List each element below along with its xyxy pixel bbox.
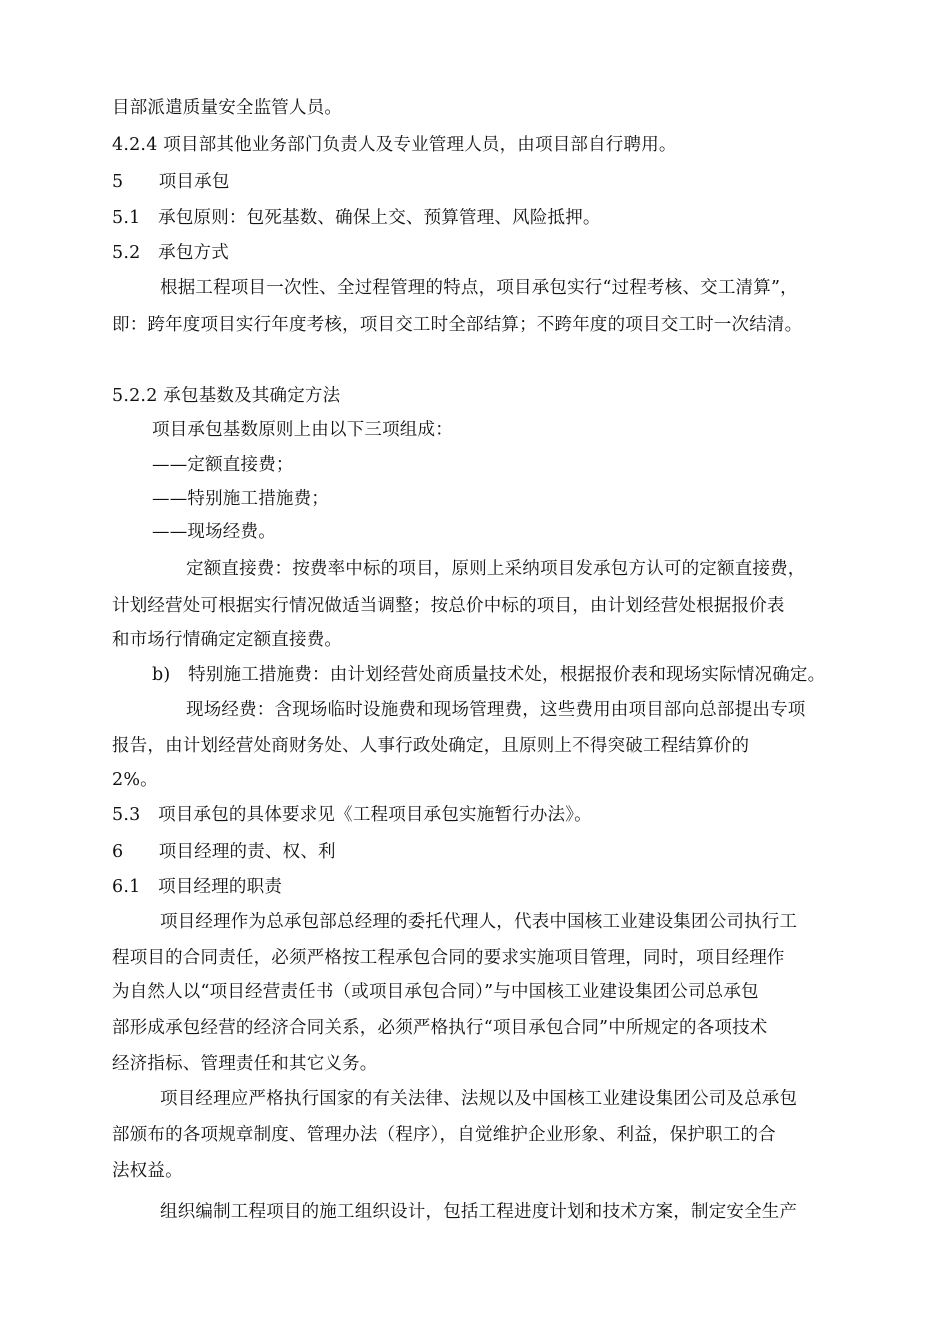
text-line: 即：跨年度项目实行年度考核，项目交工时全部结算；不跨年度的项目交工时一次结清。 [112,315,803,335]
text-line: 报告，由计划经营处商财务处、人事行政处确定，且原则上不得突破工程结算价的 [112,736,750,756]
text-line: 现场经费：含现场临时设施费和现场管理费，这些费用由项目部向总部提出专项 [186,700,806,720]
list-item: ——现场经费。 [152,522,276,542]
text-line: 项目经理作为总承包部总经理的委托代理人，代表中国核工业建设集团公司执行工 [160,912,798,932]
section-heading: 6.1 项目经理的职责 [112,877,283,897]
text-line: 法权益。 [112,1161,183,1181]
text-line: 项目承包基数原则上由以下三项组成： [152,420,453,440]
text-line: 为自然人以“项目经营责任书（或项目承包合同）”与中国核工业建设集团公司总承包 [112,982,759,1002]
list-item: ——定额直接费； [152,455,294,475]
text-line: 部形成承包经营的经济合同关系，必须严格执行“项目承包合同”中所规定的各项技术 [112,1018,768,1038]
section-heading: 6 项目经理的责、权、利 [112,842,336,862]
text-line: 部颁布的各项规章制度、管理办法（程序），自觉维护企业形象、利益，保护职工的合 [112,1125,776,1145]
text-line: 程项目的合同责任，必须严格按工程承包合同的要求实施项目管理，同时，项目经理作 [112,948,785,968]
text-line: 定额直接费：按费率中标的项目，原则上采纳项目发承包方认可的定额直接费， [186,559,806,579]
text-line: 根据工程项目一次性、全过程管理的特点，项目承包实行“过程考核、交工清算”， [160,278,798,298]
text-line: 组织编制工程项目的施工组织设计，包括工程进度计划和技术方案，制定安全生产 [160,1202,798,1222]
text-line: 经济指标、管理责任和其它义务。 [112,1054,378,1074]
text-line: 和市场行情确定定额直接费。 [112,630,343,650]
section-heading: 5.1 承包原则：包死基数、确保上交、预算管理、风险抵押。 [112,208,601,228]
text-line: 目部派遣质量安全监管人员。 [112,98,343,118]
section-heading: 5.2.2 承包基数及其确定方法 [112,386,341,406]
list-item: b) 特别施工措施费：由计划经营处商质量技术处，根据报价表和现场实际情况确定。 [152,665,826,685]
list-item: ——特别施工措施费； [152,489,329,509]
text-line: 计划经营处可根据实行情况做适当调整；按总价中标的项目，由计划经营处根据报价表 [112,596,785,616]
section-heading: 4.2.4 项目部其他业务部门负责人及专业管理人员，由项目部自行聘用。 [112,135,677,155]
text-line: 项目经理应严格执行国家的有关法律、法规以及中国核工业建设集团公司及总承包 [160,1089,798,1109]
section-heading: 5 项目承包 [112,172,230,192]
section-heading: 5.2 承包方式 [112,243,229,263]
text-line: 2%。 [112,770,158,790]
section-heading: 5.3 项目承包的具体要求见《工程项目承包实施暂行办法》。 [112,805,592,825]
